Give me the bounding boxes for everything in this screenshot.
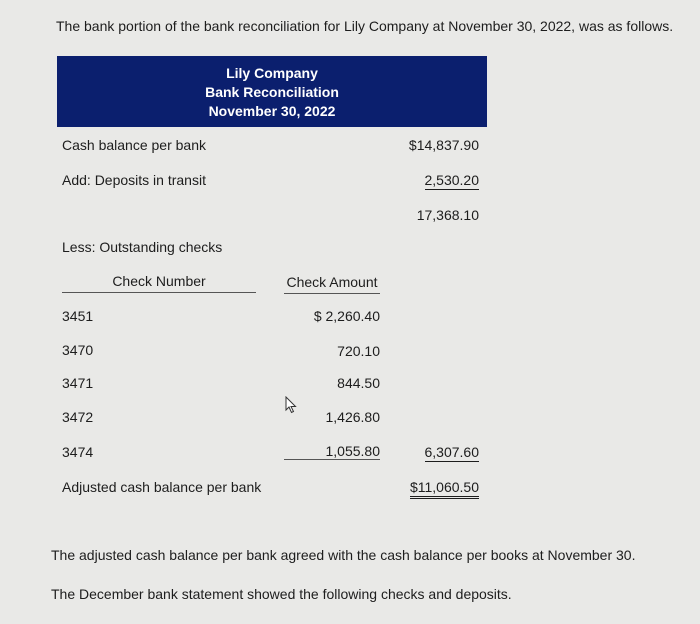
adjusted-balance-label: Adjusted cash balance per bank <box>62 479 262 495</box>
check-amount: 1,055.80 <box>325 443 380 459</box>
check-number: 3474 <box>62 444 94 460</box>
check-amount: 1,426.80 <box>325 409 380 425</box>
footer-line-1: The adjusted cash balance per bank agreed with the cash balance per books at November 30. <box>51 547 636 563</box>
deposits-label: Add: Deposits in transit <box>62 172 206 188</box>
report-title: Bank Reconciliation <box>205 84 339 100</box>
check-number: 3471 <box>62 375 94 391</box>
mouse-pointer-icon <box>284 396 298 414</box>
intro-text: The bank portion of the bank reconciliation for Lily Company at November 30, 2022, was as follows. <box>56 18 674 34</box>
check-amount: $ 2,260.40 <box>313 308 380 324</box>
cash-balance-label: Cash balance per bank <box>62 137 206 153</box>
check-amount-underline <box>284 459 380 460</box>
cash-balance-value: $14,837.90 <box>408 137 479 153</box>
subtotal-value: 17,368.10 <box>416 207 479 223</box>
check-amount: 720.10 <box>337 343 380 359</box>
check-amount-header: Check Amount <box>284 274 380 294</box>
report-date: November 30, 2022 <box>208 103 336 119</box>
reconciliation-header <box>57 56 487 127</box>
check-number: 3472 <box>62 409 94 425</box>
check-amount: 844.50 <box>337 375 380 391</box>
check-number: 3451 <box>62 308 94 324</box>
check-number: 3470 <box>62 342 94 358</box>
company-name: Lily Company <box>226 65 318 81</box>
outstanding-checks-label: Less: Outstanding checks <box>62 239 223 255</box>
footer-line-2: The December bank statement showed the following checks and deposits. <box>51 586 512 602</box>
deposits-value: 2,530.20 <box>424 172 479 188</box>
total-outstanding-value: 6,307.60 <box>424 444 479 460</box>
adjusted-balance-value: $11,060.50 <box>410 479 479 499</box>
check-number-header: Check Number <box>62 273 256 293</box>
